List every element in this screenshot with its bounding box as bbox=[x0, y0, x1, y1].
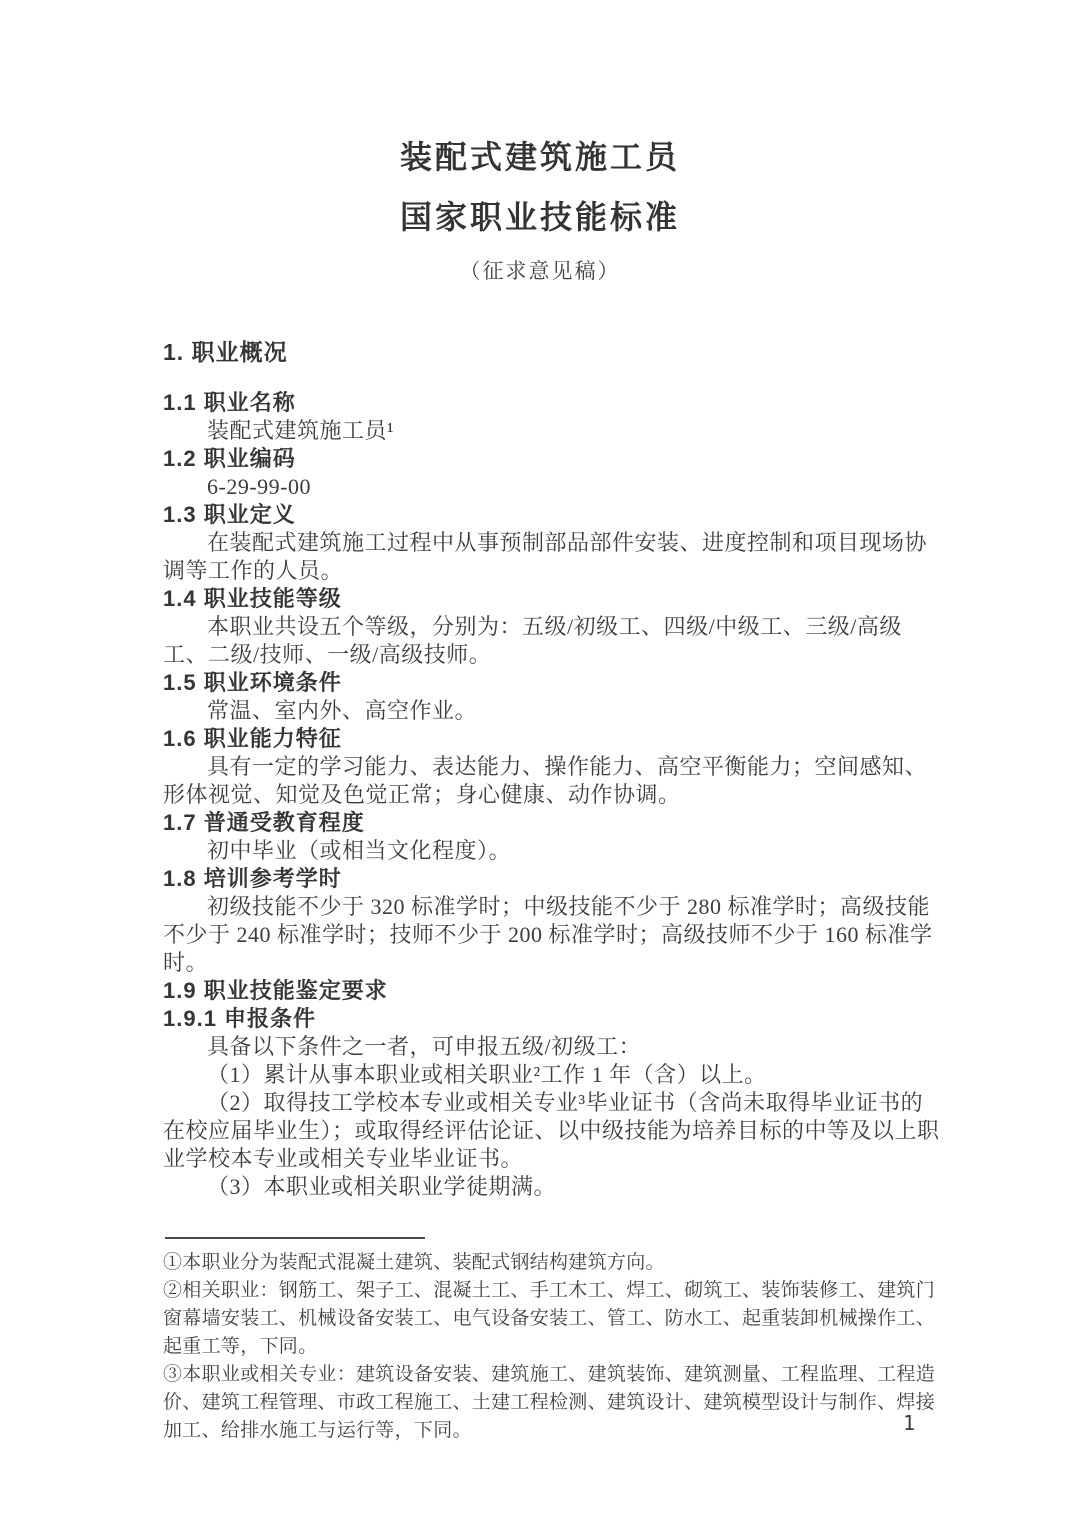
application-conditions-intro: 具备以下条件之一者，可申报五级/初级工： bbox=[207, 1034, 642, 1059]
heading-general-education-level: 1.7 普通受教育程度 bbox=[163, 810, 365, 835]
heading-occupation-definition: 1.3 职业定义 bbox=[163, 502, 296, 527]
heading-occupation-overview: 1. 职业概况 bbox=[163, 339, 288, 365]
document-title-line2: 国家职业技能标准 bbox=[399, 199, 680, 235]
document-body bbox=[163, 338, 942, 1445]
heading-work-environment: 1.5 职业环境条件 bbox=[163, 670, 342, 695]
footnote-1: ①本职业分为装配式混凝土建筑、装配式钢结构建筑方向。 bbox=[163, 1252, 665, 1273]
page-number: 1 bbox=[903, 1411, 916, 1435]
document-title-line1: 装配式建筑施工员 bbox=[399, 139, 680, 175]
work-environment-text: 常温、室内外、高空作业。 bbox=[207, 698, 478, 723]
heading-ability-characteristics: 1.6 职业能力特征 bbox=[163, 726, 342, 751]
application-condition-item-2: （2）取得技工学校本专业或相关专业³毕业证书（含尚未取得毕业证书的在校应届毕业生）；或取得经评估论证、以中级技能为培养目标的中等及以上职业学校本专业或相关专业毕业证书。 bbox=[163, 1090, 940, 1171]
heading-skill-appraisal-requirements: 1.9 职业技能鉴定要求 bbox=[163, 978, 388, 1003]
document-header bbox=[0, 0, 1080, 286]
general-education-level-text: 初中毕业（或相当文化程度）。 bbox=[207, 838, 512, 863]
footnote-3: ③本职业或相关专业：建筑设备安装、建筑施工、建筑装饰、建筑测量、工程监理、工程造价、建筑工程管理、市政工程施工、土建工程检测、建筑设计、建筑模型设计与制作、焊接加工、给排水施工与运行等，下同。 bbox=[163, 1364, 936, 1441]
document-subtitle-draft-note: （征求意见稿） bbox=[459, 259, 621, 283]
heading-skill-levels: 1.4 职业技能等级 bbox=[163, 586, 342, 611]
footnote-divider bbox=[165, 1237, 425, 1239]
heading-training-reference-hours: 1.8 培训参考学时 bbox=[163, 866, 342, 891]
training-reference-hours-text: 初级技能不少于 320 标准学时；中级技能不少于 280 标准学时；高级技能不少于 240 标准学时；技师不少于 200 标准学时；高级技师不少于 160 标准学时。 bbox=[163, 894, 933, 975]
footnotes-section bbox=[163, 1249, 942, 1445]
footnote-2: ②相关职业：钢筋工、架子工、混凝土工、手工木工、焊工、砌筑工、装饰装修工、建筑门窗幕墙安装工、机械设备安装工、电气设备安装工、管工、防水工、起重装卸机械操作工、起重工等，下同。 bbox=[163, 1280, 936, 1357]
occupation-definition-text: 在装配式建筑施工过程中从事预制部品部件安装、进度控制和项目现场协调等工作的人员。 bbox=[163, 530, 928, 583]
ability-characteristics-text: 具有一定的学习能力、表达能力、操作能力、高空平衡能力；空间感知、形体视觉、知觉及色觉正常；身心健康、动作协调。 bbox=[163, 754, 928, 807]
skill-levels-text: 本职业共设五个等级，分别为：五级/初级工、四级/中级工、三级/高级工、二级/技师、一级/高级技师。 bbox=[163, 614, 902, 667]
application-condition-item-1: （1）累计从事本职业或相关职业²工作 1 年（含）以上。 bbox=[207, 1062, 767, 1087]
heading-occupation-name: 1.1 职业名称 bbox=[163, 390, 296, 415]
application-condition-item-3: （3）本职业或相关职业学徒期满。 bbox=[207, 1174, 557, 1199]
heading-occupation-code: 1.2 职业编码 bbox=[163, 446, 296, 471]
occupation-code-value: 6-29-99-00 bbox=[207, 474, 311, 499]
heading-application-conditions: 1.9.1 申报条件 bbox=[163, 1006, 317, 1031]
occupation-name-text: 装配式建筑施工员¹ bbox=[207, 418, 395, 443]
